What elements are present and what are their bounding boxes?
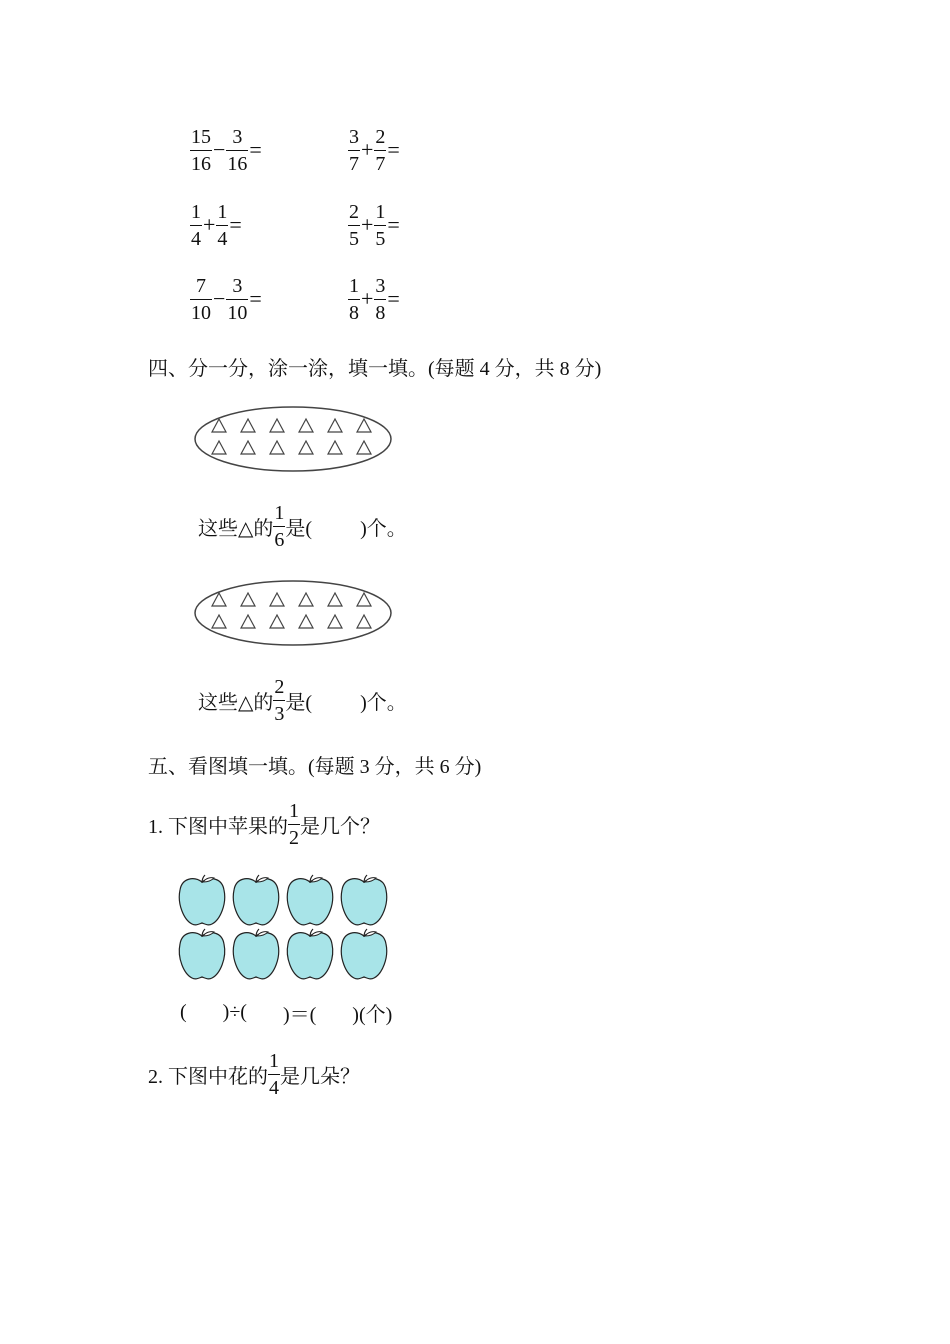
section-5-question-1 [148,798,380,850]
oval-outline [195,581,391,645]
fraction: $\frac{1}{5}$ [375,200,386,250]
equation-6 [348,274,401,324]
triangle-icon [212,441,226,454]
apple-icon [287,875,332,925]
section-5-heading: 五、看图填一填。(每题 3 分，共 6 分) [148,755,482,778]
fraction: $\frac{3}{8}$ [375,274,386,324]
apple-grid [172,870,396,984]
apple-icon [341,929,386,979]
question-suffix: 是几朵？ [280,1065,360,1088]
equals-sign: = [387,212,400,237]
fraction: $\frac{1}{4}$ [217,200,228,250]
fraction: $\frac{1}{2}$ [289,799,299,849]
triangle-icon [212,615,226,628]
formula-open: ( [180,1000,187,1023]
triangle-icon [299,615,313,628]
triangle-oval-1 [192,404,394,474]
apple-icon [233,929,278,979]
apple-icon [233,875,278,925]
operator: + [361,212,374,237]
formula-equals: )＝( [282,1003,317,1026]
triangle-icon [241,441,255,454]
triangle-icon [241,615,255,628]
fraction: $\frac{1}{6}$ [274,501,285,551]
equations-block [190,125,450,335]
fraction: $\frac{3}{7}$ [349,125,359,175]
equation-4 [348,200,401,250]
equals-sign: = [249,137,262,162]
question-suffix-open: 是( [285,517,313,540]
equation-1 [190,125,263,175]
triangle-icon [212,593,226,606]
triangle-icon [357,593,371,606]
equals-sign: = [229,212,242,237]
oval-outline [195,407,391,471]
triangle-grid [212,419,371,454]
triangle-icon [328,615,342,628]
operator: + [361,286,374,311]
operator: − [213,137,226,162]
equals-sign: = [249,286,262,311]
triangle-icon [270,593,284,606]
question-suffix: 是几个？ [300,815,380,838]
triangle-oval-2 [192,578,394,648]
triangle-icon [299,419,313,432]
apple-icon [179,875,224,925]
section-4-question-1 [198,500,407,552]
triangle-icon [357,419,371,432]
section-5-question-2 [148,1048,360,1100]
triangle-icon [212,419,226,432]
operator: − [213,286,226,311]
fraction: $\frac{1}{4}$ [191,200,201,250]
triangle-icon [299,441,313,454]
fraction: $\frac{1}{4}$ [269,1049,279,1099]
fraction: $\frac{2}{3}$ [274,675,285,725]
formula-end: )(个) [352,1003,393,1026]
fraction: $\frac{1}{8}$ [349,274,359,324]
question-suffix-close: )个。 [360,517,407,540]
fraction: $\frac{2}{7}$ [375,125,386,175]
triangle-icon [328,593,342,606]
triangle-icon [270,441,284,454]
question-prefix: 这些△的 [198,691,274,714]
equation-5 [190,274,263,324]
formula-divide: )÷( [222,1000,247,1023]
apple-icon [341,875,386,925]
triangle-icon [357,441,371,454]
fraction: $\frac{15}{16}$ [191,125,211,175]
fraction: $\frac{2}{5}$ [349,200,359,250]
section-4-question-2 [198,674,407,726]
equals-sign: = [387,286,400,311]
equation-3 [190,200,243,250]
triangle-icon [299,593,313,606]
equals-sign: = [387,137,400,162]
triangle-icon [241,593,255,606]
triangle-icon [241,419,255,432]
apple-icon [287,929,332,979]
fraction: $\frac{3}{16}$ [227,125,248,175]
fraction: $\frac{3}{10}$ [227,274,248,324]
question-prefix: 1. 下图中苹果的 [148,815,288,838]
question-suffix-open: 是( [285,691,313,714]
triangle-icon [328,441,342,454]
triangle-icon [357,615,371,628]
section-4-heading: 四、分一分，涂一涂，填一填。(每题 4 分，共 8 分) [148,357,602,380]
question-prefix: 这些△的 [198,517,274,540]
question-prefix: 2. 下图中花的 [148,1065,268,1088]
apple-formula [180,998,392,1026]
triangle-grid [212,593,371,628]
triangle-icon [270,615,284,628]
operator: + [361,137,374,162]
equation-2 [348,125,401,175]
apple-icon [179,929,224,979]
operator: + [203,212,216,237]
question-suffix-close: )个。 [360,691,407,714]
triangle-icon [270,419,284,432]
triangle-icon [328,419,342,432]
fraction: $\frac{7}{10}$ [191,274,211,324]
